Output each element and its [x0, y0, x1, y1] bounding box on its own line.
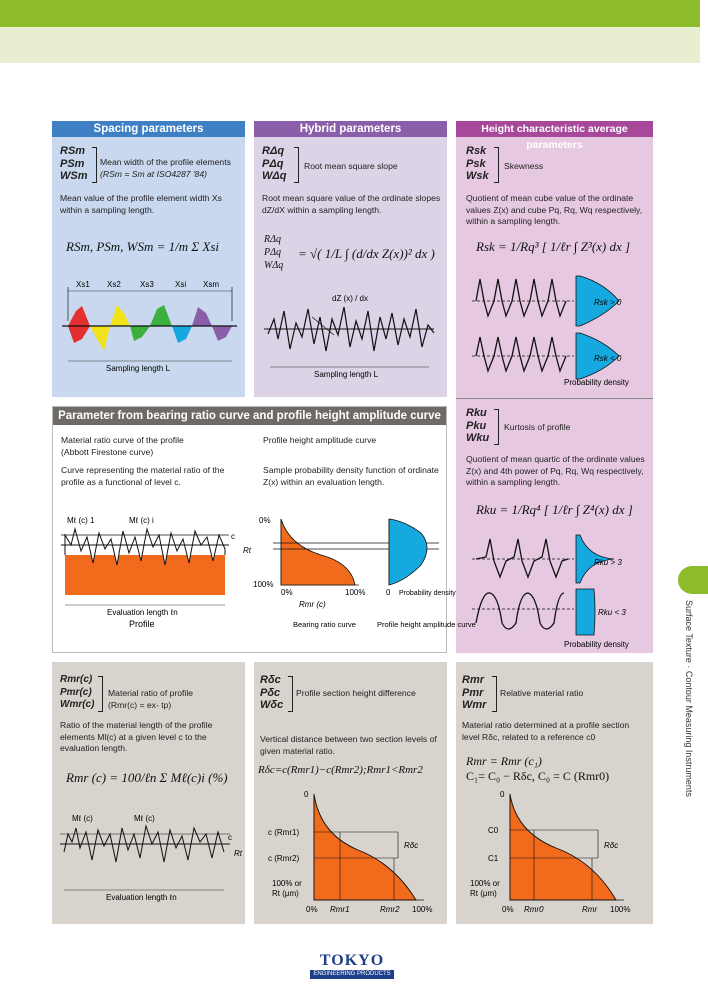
- hybrid-sampling: Sampling length L: [314, 370, 379, 379]
- bearing-rt: Rt: [243, 546, 251, 555]
- hybrid-desc: Root mean square slope: [304, 161, 398, 171]
- rdc-delta: Rδc: [404, 841, 419, 850]
- kurtosis-text: Quotient of mean quartic of the ordinate values Z(x) and 4th power of Pq, Rq, Wq respectively, within a sampling length.: [466, 454, 645, 488]
- bearing-header: Parameter from bearing ratio curve and profile height amplitude curve: [53, 407, 446, 425]
- bearing-cap2: Profile height amplitude curve: [377, 620, 476, 629]
- rdc-y0: 0: [304, 790, 309, 799]
- rmrrel-panel: [456, 662, 653, 924]
- spacing-brace: [92, 147, 97, 183]
- rmrrel-x1: Rmr0: [524, 905, 544, 914]
- spacing-panel: [52, 121, 245, 397]
- spacing-formula: RSm, PSm, WSm = 1/m Σ Xsi: [66, 239, 219, 254]
- bearing-x100: 100%: [345, 588, 366, 597]
- label-xs1: Xs1: [76, 280, 90, 289]
- rmrrel-y0: 0: [500, 790, 505, 799]
- spacing-diagram: [62, 271, 237, 381]
- height-symbols: Rsk Psk Wsk: [466, 145, 489, 182]
- rmrrel-x0: 0%: [502, 905, 514, 914]
- rmrrel-c1: C1: [488, 854, 499, 863]
- rmr-brace: [98, 676, 103, 712]
- bearing-zero: 0: [386, 588, 391, 597]
- hybrid-symbols: RΔq PΔq WΔq: [262, 145, 287, 182]
- spacing-text: Mean value of the profile element width Xs within a sampling length.: [60, 193, 222, 215]
- spacing-sampling: Sampling length L: [106, 364, 171, 373]
- hybrid-formula: = √( 1/L ∫ (d/dx Z(x))² dx ): [298, 246, 435, 261]
- rmr-rt: Rt: [234, 849, 242, 858]
- rmr-desc: Material ratio of profile (Rmr(c) = ex- tp): [108, 688, 194, 710]
- spacing-symbols: RSm PSm WSm: [60, 145, 88, 182]
- bearing-cap1: Bearing ratio curve: [293, 620, 356, 629]
- top-sub-bar: [0, 27, 700, 63]
- bearing-left-text: Curve representing the material ratio of the profile as a functional of level c.: [61, 465, 225, 487]
- rdc-c2: c (Rmr2): [268, 854, 300, 863]
- hybrid-formula-symbols: RΔq PΔq WΔq: [264, 234, 284, 271]
- rmrrel-delta: Rδc: [604, 841, 619, 850]
- spacing-desc: Mean width of the profile elements (RSm = Sm at ISO4287 '84): [100, 157, 231, 179]
- kurtosis-brace: [494, 409, 499, 445]
- hybrid-panel: [254, 121, 447, 397]
- rmrrel-x2: Rmr: [582, 905, 598, 914]
- rdc-x2: Rmr2: [380, 905, 400, 914]
- bearing-right-title: Profile height amplitude curve: [263, 435, 377, 445]
- rdc-x3: 100%: [412, 905, 433, 914]
- rmr-formula: Rmr (c) = 100/ℓn Σ Mℓ(c)i (%): [66, 770, 228, 785]
- rmr-text: Ratio of the material length of the profile elements Ml(c) at a given level c to the evaluation length.: [60, 720, 213, 754]
- hybrid-brace: [294, 147, 299, 183]
- rmrrel-brace: [492, 676, 497, 712]
- bearing-p100: 100%: [253, 580, 274, 589]
- side-tab: [678, 566, 708, 594]
- height-brace: [494, 147, 499, 183]
- bearing-right-text: Sample probability density function of ordinate Z(x) within an evaluation length.: [263, 465, 439, 487]
- spacing-header: Spacing parameters: [52, 121, 245, 137]
- height-panel: [456, 121, 653, 653]
- rmrrel-diagram: [460, 788, 650, 922]
- rmrrel-formula2: C₁= C₀ − Rδc, C₀ = C (Rmr0): [466, 769, 610, 783]
- rmr-symbols: Rmr(c) Pmr(c) Wmr(c): [60, 674, 95, 710]
- label-xs3: Xs3: [140, 280, 154, 289]
- kurt-gt-label: Rku > 3: [594, 558, 622, 567]
- rmrrel-y100a: 100% or: [470, 879, 500, 888]
- rdc-symbols: Rδc Pδc Wδc: [260, 674, 284, 711]
- rmr-diagram: [58, 812, 243, 907]
- rdc-text: Vertical distance between two section levels of given material ratio.: [260, 734, 437, 756]
- bearing-panel: [52, 406, 476, 653]
- hybrid-diagram: [264, 289, 439, 384]
- bearing-eval: Evaluation length ℓn: [107, 608, 178, 617]
- bearing-rmr: Rmr (c): [299, 600, 326, 609]
- label-xs2: Xs2: [107, 280, 121, 289]
- rdc-x1: Rmr1: [330, 905, 350, 914]
- rmr-c: c: [228, 833, 232, 842]
- bearing-c: c: [231, 532, 235, 541]
- kurtosis-symbols: Rku Pku Wku: [466, 407, 490, 444]
- kurt-diagram: [464, 531, 649, 651]
- bearing-x0: 0%: [281, 588, 293, 597]
- rmrrel-symbols: Rmr Pmr Wmr: [462, 674, 487, 711]
- bearing-mli: Mℓ (c) i: [129, 516, 154, 525]
- kurt-lt-label: Rku < 3: [598, 608, 626, 617]
- rdc-desc: Profile section height difference: [296, 688, 416, 698]
- rmrrel-formula1: Rmr = Rmr (c₁): [466, 754, 542, 768]
- bearing-diagram: [59, 515, 476, 650]
- label-xsm: Xsm: [203, 280, 219, 289]
- rmr-ml1: Mℓ (c): [72, 814, 93, 823]
- rmrrel-c0: C0: [488, 826, 499, 835]
- height-text: Quotient of mean cube value of the ordinate values Z(x) and cube Pq, Rq, Wq respectively, within a sampling length.: [466, 193, 643, 227]
- hybrid-text: Root mean square value of the ordinate slopes dZ/dX within a sampling length.: [262, 193, 441, 215]
- bearing-ml1: Mℓ (c) 1: [67, 516, 95, 525]
- skew-prob-label: Probability density: [564, 378, 629, 387]
- rdc-y100b: Rt (μm): [272, 889, 299, 898]
- height-header: Height characteristic average parameters: [456, 121, 653, 137]
- tokyo-logo: TOKYO ENGINEERING PRODUCTS: [310, 952, 394, 982]
- bearing-prob: Probability density: [399, 590, 456, 597]
- label-xsi: Xsi: [175, 280, 187, 289]
- rmr-eval: Evaluation length ℓn: [106, 893, 177, 902]
- kurtosis-divider: [456, 398, 653, 399]
- rdc-x0: 0%: [306, 905, 318, 914]
- kurtosis-desc: Kurtosis of profile: [504, 422, 571, 432]
- bearing-profile: Profile: [129, 619, 155, 629]
- bearing-left-title: Material ratio curve of the profile (Abbott Firestone curve): [61, 435, 184, 457]
- height-formula: Rsk = 1/Rq³ [ 1/ℓr ∫ Z³(x) dx ]: [476, 239, 631, 254]
- top-bar: [0, 0, 700, 27]
- skew-diagram: [464, 271, 649, 389]
- side-title: Surface Texture · Contour Measuring Instruments: [684, 600, 694, 797]
- rdc-diagram: [258, 788, 446, 922]
- rmrrel-y100b: Rt (μm): [470, 889, 497, 898]
- rmr-ml2: Mℓ (c): [134, 814, 155, 823]
- hybrid-header: Hybrid parameters: [254, 121, 447, 137]
- rdc-y100a: 100% or: [272, 879, 302, 888]
- rmrrel-x3: 100%: [610, 905, 631, 914]
- rdc-formula: Rδc=c(Rmr1)−c(Rmr2);Rmr1<Rmr2: [258, 764, 423, 776]
- bearing-p0: 0%: [259, 516, 271, 525]
- kurt-prob-label: Probability density: [564, 640, 629, 649]
- rdc-panel: [254, 662, 447, 924]
- skew-pos-label: Rsk > 0: [594, 298, 622, 307]
- rdc-brace: [288, 676, 293, 712]
- hybrid-slope-label: dZ (x) / dx: [332, 294, 369, 303]
- skew-neg-label: Rsk < 0: [594, 354, 622, 363]
- rmr-panel: [52, 662, 245, 924]
- rmrrel-text: Material ratio determined at a profile section level Rδc, related to a reference c0: [462, 720, 630, 742]
- kurtosis-formula: Rku = 1/Rq⁴ [ 1/ℓr ∫ Z⁴(x) dx ]: [476, 502, 633, 517]
- rmrrel-desc: Relative material ratio: [500, 688, 584, 698]
- rdc-c1: c (Rmr1): [268, 828, 300, 837]
- height-desc: Skewness: [504, 161, 544, 171]
